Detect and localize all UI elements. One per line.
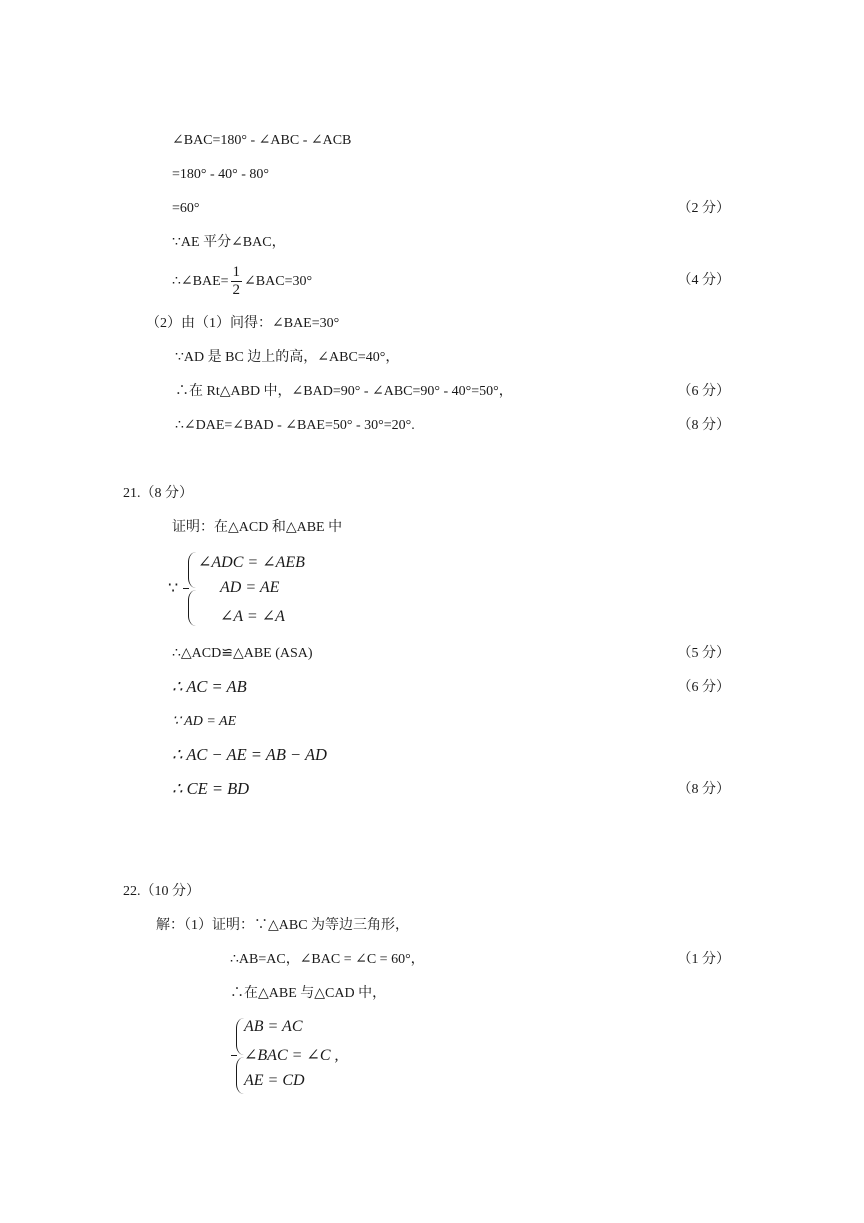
- q21-step-2: ∴ AC = AB: [172, 677, 247, 696]
- score-8: （8 分）: [677, 418, 730, 433]
- part2-line-2: ∵AD 是 BC 边上的高，∠ABC=40°，: [175, 350, 400, 365]
- eq-line-5-post: ∠BAC=30°: [244, 274, 313, 289]
- q22-sys-row-2: ∠BAC = ∠C ,: [244, 1047, 339, 1064]
- q22-step-2: ∴在△ABE 与△CAD 中，: [230, 986, 387, 1001]
- brace-tip: [183, 588, 189, 589]
- eq-line-5: [172, 262, 312, 302]
- q22-step-1: ∴AB=AC，∠BAC = ∠C = 60°，: [230, 952, 425, 967]
- score-6: （6 分）: [677, 384, 730, 399]
- score-2: （2 分）: [677, 201, 730, 216]
- q21-step-3: ∵ AD = AE: [172, 714, 237, 729]
- part2-line-1: （2）由（1）问得：∠BAE=30°: [146, 316, 340, 331]
- q21-step-4: ∴ AC − AE = AB − AD: [172, 745, 327, 764]
- brace-tip: [231, 1055, 237, 1056]
- eq-line-4: ∵AE 平分∠BAC，: [172, 235, 286, 250]
- eq-line-5-pre: ∴∠BAE=: [172, 274, 229, 289]
- q21-intro: 证明：在△ACD 和△ABE 中: [172, 520, 343, 535]
- fraction-denominator: 2: [232, 282, 241, 299]
- part2-line-3: ∴在 Rt△ABD 中，∠BAD=90° - ∠ABC=90° - 40°=50°，: [175, 384, 513, 399]
- score-4: （4 分）: [677, 273, 730, 288]
- part2-line-4: ∴∠DAE=∠BAD - ∠BAE=50° - 30°=20°.: [175, 418, 415, 433]
- score-1: （1 分）: [677, 952, 730, 967]
- score-8b: （8 分）: [677, 782, 730, 797]
- q21-step-1: ∴△ACD≌△ABE (ASA): [172, 646, 313, 661]
- q21-equation-system: [168, 548, 388, 632]
- q21-step-5: ∴ CE = BD: [172, 779, 250, 798]
- because-symbol: ∵: [168, 580, 179, 597]
- brace-top: [188, 552, 197, 588]
- q22-header: 22.（10 分）: [123, 884, 200, 899]
- q21-sys-row-2: AD = AE: [220, 579, 280, 596]
- q21-sys-row-1: ∠ADC = ∠AEB: [198, 554, 305, 571]
- q21-sys-row-3: ∠A = ∠A: [220, 608, 285, 625]
- q22-sys-row-3: AE = CD: [244, 1072, 305, 1089]
- fraction-numerator: 1: [232, 264, 241, 281]
- q22-equation-system: [232, 1016, 432, 1098]
- q22-sys-row-1: AB = AC: [244, 1018, 303, 1035]
- eq-line-2: =180° - 40° - 80°: [172, 167, 270, 182]
- eq-line-3: =60°: [172, 201, 200, 216]
- q21-header: 21.（8 分）: [123, 486, 193, 501]
- score-6b: （6 分）: [677, 680, 730, 695]
- fraction-half: [231, 265, 243, 298]
- brace-bottom: [188, 590, 197, 626]
- q22-intro: 解：（1）证明：∵△ABC 为等边三角形，: [156, 918, 410, 933]
- score-5: （5 分）: [677, 646, 730, 661]
- eq-line-1: ∠BAC=180° - ∠ABC - ∠ACB: [172, 133, 352, 148]
